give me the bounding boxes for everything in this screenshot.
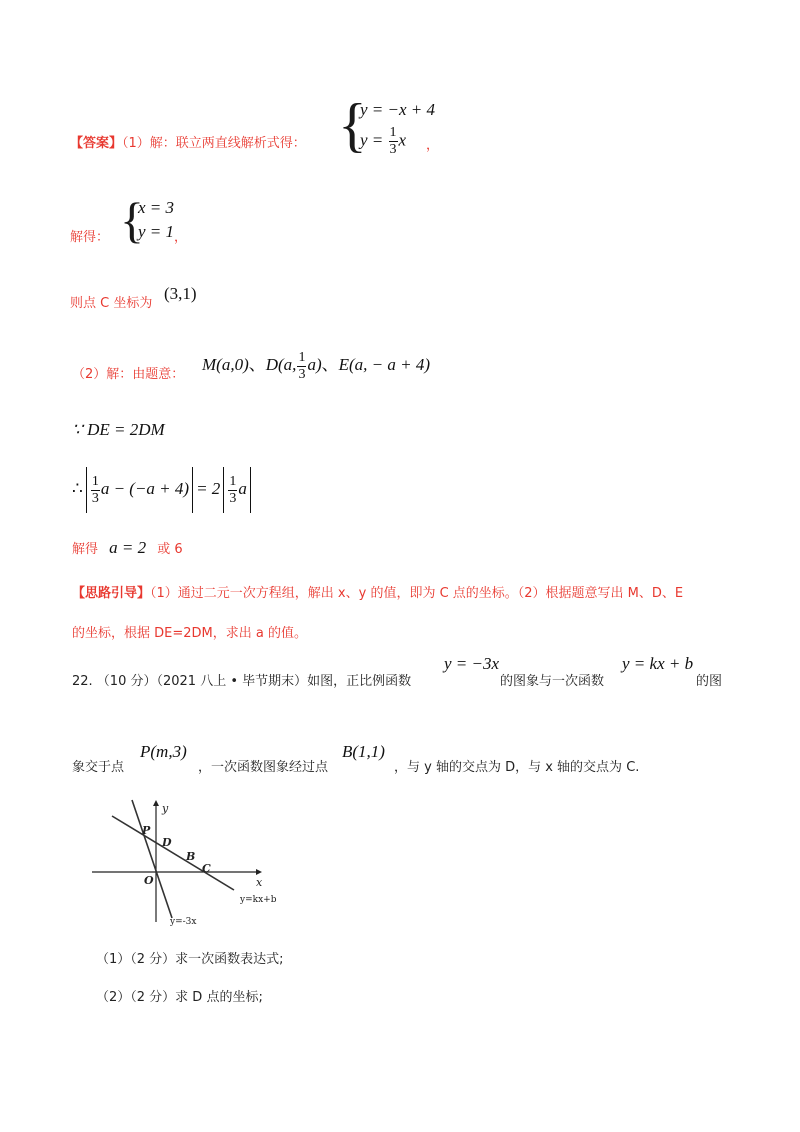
point-e: E(a, − a + 4) bbox=[338, 355, 431, 374]
label-line-neg3x: y=-3x bbox=[170, 917, 197, 927]
fraction-d bbox=[297, 351, 306, 382]
equation-system-2 bbox=[120, 192, 180, 248]
abs-equals: = 2 bbox=[196, 479, 221, 498]
frac-den: 3 bbox=[389, 142, 397, 157]
hint-line-2: 的坐标，根据 DE=2DM，求出 a 的值。 bbox=[72, 626, 307, 641]
q22-point-b: B(1,1) bbox=[342, 742, 385, 761]
q22-text-6: ，与 y 轴的交点为 D，与 x 轴的交点为 C. bbox=[394, 760, 640, 775]
q22-function-2: y = kx + b bbox=[622, 654, 694, 673]
solve-label: 解得： bbox=[70, 230, 110, 245]
point-d-prefix: D(a, bbox=[265, 355, 297, 374]
system1-eq2 bbox=[360, 126, 406, 157]
because-line: ∵ DE = 2DM bbox=[72, 420, 165, 439]
separator-1: 、 bbox=[248, 355, 266, 374]
equation-system-1 bbox=[338, 92, 436, 162]
left-brace: { bbox=[338, 92, 367, 158]
frac-num-d: 1 bbox=[298, 349, 306, 365]
abs-frac1-num: 1 bbox=[91, 473, 99, 489]
q22-function-1: y = −3x bbox=[444, 654, 500, 673]
abs-end: a bbox=[238, 479, 247, 498]
system1-eq2-rhs: x bbox=[398, 130, 407, 150]
label-p: P bbox=[142, 824, 151, 837]
frac-num: 1 bbox=[389, 125, 397, 140]
hint-text-1: （1）通过二元一次方程组，解出 x、y 的值，即为 C 点的坐标。（2）根据题意写出 M、D、E bbox=[150, 586, 684, 601]
label-b: B bbox=[186, 850, 196, 863]
answer-part2-text: （2）解：由题意： bbox=[72, 367, 185, 382]
abs-middle: a − (−a + 4) bbox=[100, 479, 190, 498]
abs-bar-left bbox=[86, 467, 87, 513]
system1-eq2-lhs: y = bbox=[360, 130, 388, 150]
line-y-neg3x bbox=[132, 800, 172, 918]
system2-eq1: x = 3 bbox=[138, 198, 175, 217]
q22-text-1: 22. （10 分）（2021 八上 • 毕节期末）如图，正比例函数 bbox=[72, 674, 412, 689]
abs-fraction-2 bbox=[228, 475, 237, 506]
abs-frac2-den: 3 bbox=[229, 490, 237, 506]
line-ykxb bbox=[112, 816, 234, 890]
label-y: y bbox=[162, 802, 169, 815]
therefore-symbol: ∴ bbox=[72, 479, 83, 498]
hint-line-1 bbox=[72, 582, 683, 601]
q22-text-4: 象交于点 bbox=[72, 760, 125, 775]
comma-2: ， bbox=[174, 230, 188, 245]
label-line-kxb: y=kx+b bbox=[240, 895, 277, 905]
system2-eq2: y = 1 bbox=[138, 222, 175, 241]
answer-part1-text: （1）解：联立两直线解析式得： bbox=[122, 136, 306, 151]
q22-sub-2: （2）（2 分）求 D 点的坐标; bbox=[96, 990, 263, 1005]
fraction-one-third bbox=[389, 126, 398, 157]
x-axis-arrow bbox=[256, 869, 262, 875]
left-brace-2: { bbox=[120, 192, 144, 248]
q22-figure bbox=[84, 798, 304, 928]
q22-sub-1: （1）（2 分）求一次函数表达式; bbox=[96, 952, 284, 967]
label-x: x bbox=[256, 876, 263, 889]
answer-tag: 【答案】 bbox=[70, 136, 123, 151]
q22-point-p: P(m,3) bbox=[140, 742, 187, 761]
abs-fraction-1 bbox=[91, 475, 100, 506]
abs-bar-left-2 bbox=[223, 467, 224, 513]
point-c-text: 则点 C 坐标为 bbox=[70, 296, 153, 311]
y-axis-arrow bbox=[153, 800, 159, 806]
q22-text-5: ，一次函数图象经过点 bbox=[198, 760, 329, 775]
label-c: C bbox=[202, 862, 211, 875]
result-line bbox=[72, 538, 183, 558]
points-mde bbox=[202, 340, 430, 390]
separator-2: 、 bbox=[321, 355, 339, 374]
frac-den-d: 3 bbox=[298, 366, 306, 382]
result-math: a = 2 bbox=[109, 538, 147, 557]
hint-tag: 【思路引导】 bbox=[72, 586, 151, 601]
point-m: M(a,0) bbox=[202, 355, 249, 374]
abs-bar-right-2 bbox=[250, 467, 251, 513]
label-o: O bbox=[144, 874, 154, 887]
system1-eq1: y = −x + 4 bbox=[360, 100, 436, 119]
q22-text-3: 的图 bbox=[696, 674, 723, 689]
answer-line-1 bbox=[70, 132, 306, 151]
label-d: D bbox=[162, 836, 172, 849]
result-prefix: 解得 bbox=[72, 542, 99, 557]
point-d-suffix: a) bbox=[307, 355, 322, 374]
comma-1: ， bbox=[426, 138, 440, 153]
abs-frac2-num: 1 bbox=[229, 473, 237, 489]
point-c-value: (3,1) bbox=[164, 284, 197, 303]
q22-text-2: 的图象与一次函数 bbox=[500, 674, 605, 689]
result-suffix: 或 6 bbox=[157, 542, 183, 557]
abs-frac1-den: 3 bbox=[91, 490, 99, 506]
abs-bar-right bbox=[192, 467, 193, 513]
therefore-line bbox=[72, 464, 254, 514]
